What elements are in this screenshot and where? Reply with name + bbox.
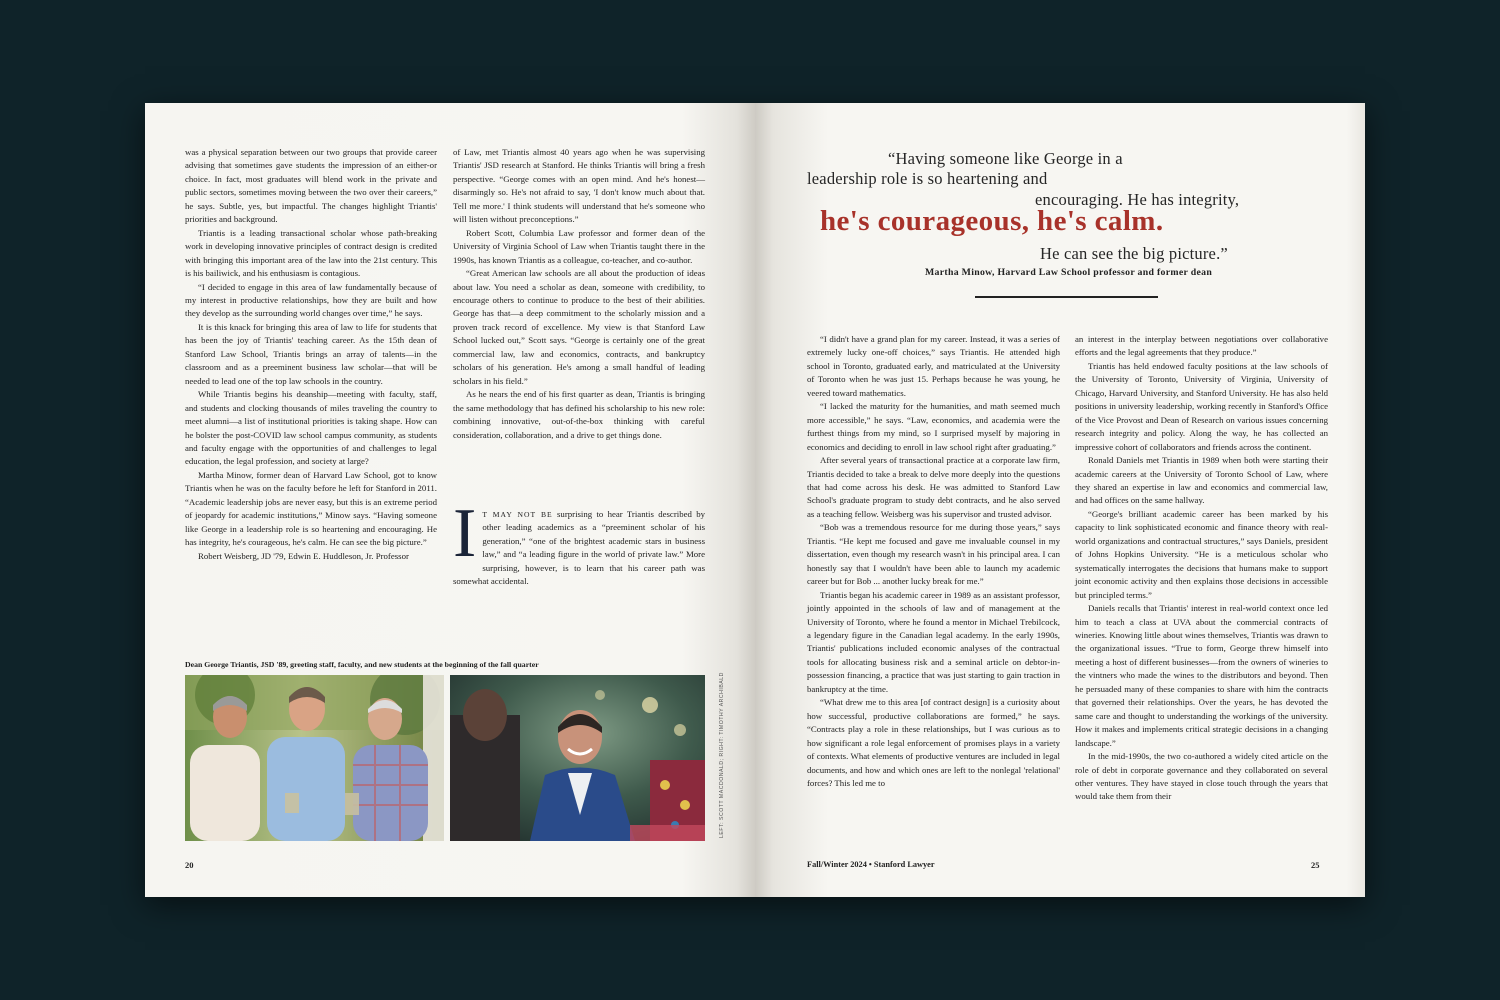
right-page (755, 103, 1365, 897)
paragraph: “I decided to engage in this area of law fundamentally because of my interest in productive relationships, how they are built and how they develop as the surrounding world changes over time,” he says. (185, 281, 437, 319)
paragraph: an interest in the interplay between negotiations over collaborative efforts and the legal agreements that they produce.” (1075, 334, 1328, 358)
paragraph: “What drew me to this area [of contract design] is a curiosity about how successful, productive collaborations are formed,” he says. “Contracts play a role in these relationships, but I was curious as to how significant a role legal enforcement of promises plays in a variety of contexts. What elements of productive ventures are included in legal documents, and how and which ones are left to the nonlegal 'relational' forces? This led me to (807, 697, 1060, 788)
paragraph: Triantis began his academic career in 1989 as an assistant professor, jointly appointed in the schools of law and of management at the University of Toronto, where he found a mentor in Michael Trebilcock, a legendary figure in the Canadian legal academy. In the early 1990s, Triantis' publications included economic analyses of the contractual tools for allocating business risk and a seminal article on debtor-in-possession financing, a practice that was just starting to gain traction in bankruptcy at the time. (807, 589, 1060, 694)
pull-quote-line-1: “Having someone like George in a (888, 149, 1123, 168)
divider-rule (975, 296, 1158, 298)
paragraph: Martha Minow, former dean of Harvard Law School, got to know Triantis when he was on the faculty before he left for Stanford in 2011. “Academic leadership jobs are never easy, but this is an extreme period of jeopardy for academic institutions,” Minow says. “Having someone like George in a leadership role is so heartening and encouraging. He has integrity, he's courageous, he's calm. He can see the big picture.” (185, 469, 437, 548)
left-page-column-1 (185, 146, 437, 563)
magazine-spread (145, 103, 1365, 897)
paragraph: After several years of transactional practice at a corporate law firm, Triantis decided to take a break to delve more deeply into the questions that had come across his desk. He was admitted to Stanford Law School's graduate program to study debt contracts, and he also served as a teaching fellow. Weisberg was his supervisor and trusted advisor. (807, 455, 1060, 519)
paragraph: “Great American law schools are all about the production of ideas about law. You need a scholar as dean, someone with credibility, to encourage others to continue to produce to the best of their abilities. George has that—a deep commitment to the scholarly mission and a proven track record of excellence. My view is that Stanford Law School lucked out,” Scott says. “George is certainly one of the great commercial law, law and economics, contracts, and bankruptcy scholars of his generation. He's among a small handful of leading scholars in his field.” (453, 268, 705, 386)
paragraph: Robert Scott, Columbia Law professor and former dean of the University of Virginia School of Law when Triantis taught there in the 1990s, has known Triantis as a colleague, co-teacher, and co-author. (453, 227, 705, 265)
paragraph: Daniels recalls that Triantis' interest in real-world context once led him to teach a class at UVA about the commercial contracts of wineries. Knowing little about wines themselves, Triantis was drawn to the organizational issues. “True to form, George threw himself into meeting a host of different businesses—from the owners of wineries to the vintners who made the wines to the distributors and beyond. Then he persuaded many of these companies to share with him the contracts that governed their relationships. Over the years, he has devoted the same care and thought to understanding the workings of the university. How it makes and implements critical strategic decisions in a changing landscape.” (1075, 603, 1328, 748)
pull-quote-line-5: He can see the big picture.” (1040, 244, 1228, 263)
pull-quote-attribution: Martha Minow, Harvard Law School professor and former dean (925, 267, 1213, 278)
paragraph: It is this knack for bringing this area of law to life for students that has been the joy of Triantis' teaching career. As the 15th dean of Stanford Law School, Triantis brings an array of talents—in the classroom and as a preeminent business law scholar—that will be needed to lead one of the top law schools in the country. (185, 321, 437, 386)
paragraph: “George's brilliant academic career has been marked by his capacity to link sophisticated economic and finance theory with real-world organizations and contractual structures,” says Daniels, president of Johns Hopkins University. “He is a meticulous scholar who systematically interrogates the decisions that humans make to support joint economic activity and then explains those decisions in accessible but principled terms.” (1075, 508, 1328, 600)
page-number-right: 25 (1311, 860, 1320, 870)
paragraph: Ronald Daniels met Triantis in 1989 when both were starting their academic careers at the University of Toronto School of Law, where they shared an expertise in law and economics and commercial law, and had offices on the same hallway. (1075, 455, 1328, 506)
page-number-left: 20 (185, 860, 194, 870)
left-page-column-2 (453, 146, 705, 442)
paragraph: Robert Weisberg, JD '79, Edwin E. Huddleson, Jr. Professor (198, 550, 409, 561)
paragraph: “Bob was a tremendous resource for me during those years,” says Triantis. “He kept me focused and gave me invaluable counsel in my dissertation, even though my research wasn't in his principal area. I can honestly say that I wouldn't have been able to launch my academic career but for Bob ... another lucky break for me.” (807, 522, 1060, 587)
photo-caption: Dean George Triantis, JSD '89, greeting staff, faculty, and new students at the beginning of the fall quarter (185, 660, 539, 669)
paragraph: In the mid-1990s, the two co-authored a widely cited article on the role of debt in corporate governance and they collaborated on several other ventures. They have stayed in close touch through the years that would take them from their (1075, 751, 1328, 802)
photo-dean-smiling (450, 675, 705, 841)
pull-quote-line-3: encouraging. He has integrity, (1035, 190, 1240, 209)
paragraph: While Triantis begins his deanship—meeting with faculty, staff, and students and clocking thousands of miles traveling the country to meet alumni—a list of institutional priorities is taking shape. How can he bolster the post-COVID law school campus community, as students and faculty engage with the opportunities of and challenges to legal education, the legal profession, and society at large? (185, 389, 437, 467)
photo-dean-greeting-faculty (185, 675, 444, 841)
drop-cap-paragraph (453, 495, 705, 589)
paragraph: of Law, met Triantis almost 40 years ago when he was supervising Triantis' JSD research at Stanford. He thinks Triantis will bring a fresh perspective. “George comes with an open mind. And he's honest—disarmingly so. He's not afraid to say, 'I don't know much about that. Tell me more.' I think students will understand that he's someone who will listen without preconceptions.” (453, 147, 705, 225)
left-page (145, 103, 755, 897)
pull-quote-line-2: leadership role is so heartening and (807, 169, 1048, 188)
right-page-column-2 (1075, 333, 1328, 804)
paragraph: Triantis has held endowed faculty positions at the law schools of the University of Toronto, University of Virginia, University of Chicago, Harvard University, and Stanford University. He has also held positions in university leadership, working recently in Stanford's Office of the Vice Provost and Dean of Research on various issues concerning research integrity and policy. Along the way, he has collected an impressive cohort of collaborators and friends across the continent. (1075, 360, 1328, 452)
drop-cap-letter: I (453, 495, 477, 572)
photo-image (185, 675, 444, 841)
paragraph: was a physical separation between our two groups that provide career advising that sometimes gave students the impression of an either-or choice. In fact, most graduates will blend work in the private and public sectors, sometimes moving between the two over their careers,” he says. Subtle, yes, but impactful. The changes highlight Triantis' priorities and background. (185, 147, 437, 225)
right-page-column-1 (807, 333, 1060, 790)
pull-quote-highlight: he's courageous, he's calm. (820, 205, 1164, 237)
drop-cap-lead: T MAY NOT BE (482, 510, 553, 519)
paragraph: As he nears the end of his first quarter as dean, Triantis is bringing the same methodology that has defined his scholarship to his new role: combining innovative, out-of-the-box thinking with careful consideration, collaboration, and a drive to get things done. (453, 389, 705, 440)
drop-cap-text: surprising to hear Triantis described by other leading academics as a “preeminent scholar of his generation,” “one of the brightest academic stars in business law,” and “a leading figure in the world of private law.” More surprising, however, is to learn that his career path was somewhat accidental. (453, 509, 705, 587)
paragraph: “I didn't have a grand plan for my career. Instead, it was a series of extremely lucky one-off choices,” says Triantis. He attended high school in Toronto, graduated early, and matriculated at the University of Toronto when he was just 15. Perhaps because he was young, he veered toward mathematics. (807, 334, 1060, 398)
paragraph: “I lacked the maturity for the humanities, and math seemed much more accessible,” he says. “Law, economics, and academia were the furthest things from my mind, so I surprised myself by majoring in economics and deciding to enroll in law school right after graduating.” (807, 401, 1060, 452)
paragraph: Triantis is a leading transactional scholar whose path-breaking work in developing innovative principles of contract design is credited with bringing this important area of the law into the 21st century. This is his bailiwick, and his enthusiasm is contagious. (185, 227, 437, 279)
photo-image (450, 675, 705, 841)
magazine-footer: Fall/Winter 2024 • Stanford Lawyer (807, 860, 935, 869)
photo-credit: LEFT: SCOTT MACDONALD; RIGHT: TIMOTHY ARCHIBALD (719, 672, 725, 838)
